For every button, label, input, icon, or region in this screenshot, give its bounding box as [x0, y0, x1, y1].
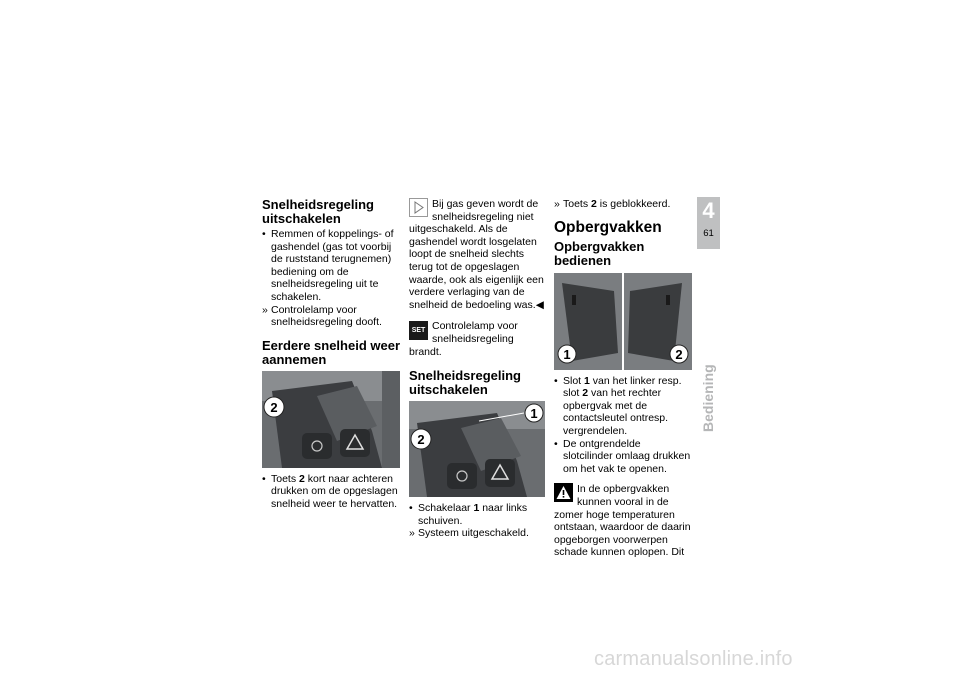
heading-weer-aannemen: Eerdere snelheid weer aannemen	[262, 337, 401, 367]
bullet-icon: •	[262, 472, 266, 485]
chapter-number: 4	[702, 198, 715, 223]
bullet-icon: •	[409, 502, 413, 515]
heading-uitschakelen: Snelheidsregeling uitschakelen	[262, 197, 374, 226]
warning-note: In de opbergvakken kunnen vooral in de zomer hoge temperaturen ontstaan, waardoor de daarin opgeborgen voorwerpen schade kunnen oplopen. Dit	[554, 483, 691, 559]
list-item: » Toets 2 is geblokkeerd.	[554, 198, 671, 210]
callout-2: 2	[270, 399, 278, 415]
bullet-icon: •	[262, 228, 266, 240]
warning-icon	[554, 483, 573, 502]
list-item: • Remmen of koppelings- of gashendel (gas tot voorbij de ruststand terugnemen) bediening om de snelheidsregeling uit te schakelen.	[262, 228, 394, 303]
heading-uitschakelen-2: Snelheidsregeling uitschakelen	[409, 368, 521, 398]
bullet-icon: •	[554, 374, 558, 387]
column-2	[409, 198, 545, 540]
handlebar-switch-photo-2	[409, 401, 545, 497]
list-item: • Slot 1 van het linker resp. slot 2 van het rechter opbergvak met de contactsleutel ontresp. vergrendelen.	[554, 374, 682, 437]
list-item: • De ontgrendelde slotcilinder omlaag drukken om het vak te openen.	[554, 437, 691, 475]
heading-opbergvakken-bedienen: Opbergvakken bedienen	[554, 238, 645, 268]
list-item: » Systeem uitgeschakeld.	[409, 527, 529, 540]
page-number: 61	[703, 228, 714, 239]
callout-1: 1	[530, 406, 538, 422]
section-title: Bediening	[700, 364, 716, 432]
handlebar-switch-photo	[262, 371, 400, 468]
column-3	[554, 198, 692, 559]
end-marker-icon: ◀	[535, 298, 544, 311]
callout-1: 1	[563, 346, 571, 362]
result-arrow-icon: »	[409, 527, 415, 540]
tip-note: Bij gas geven wordt de snelheidsregeling niet uitgeschakeld. Als de gashendel wordt losgelaten loopt de snelheid slechts terug tot de opgeslagen waarde, ook als eigenlijk een verdere verlaging van de snelheid de bedoeling was.◀	[409, 198, 544, 311]
heading-opbergvakken: Opbergvakken	[554, 218, 662, 236]
set-icon: SET	[409, 321, 428, 340]
callout-2: 2	[417, 432, 425, 448]
watermark: carmanualsonline.info	[594, 648, 793, 670]
list-item: » Controlelamp voor snelheidsregeling dooft.	[262, 303, 382, 329]
callout-2: 2	[675, 346, 683, 362]
list-item: • Schakelaar 1 naar links schuiven.	[409, 502, 528, 527]
chapter-tab	[697, 197, 720, 249]
result-arrow-icon: »	[262, 303, 268, 316]
column-1	[262, 198, 400, 511]
play-tip-icon	[409, 198, 428, 217]
result-arrow-icon: »	[554, 198, 560, 210]
list-item: • Toets 2 kort naar achteren drukken om de opgeslagen snelheid weer te hervatten.	[262, 472, 398, 510]
set-note: SET Controlelamp voor snelheidsregeling brandt.	[409, 320, 518, 358]
bullet-icon: •	[554, 437, 558, 450]
storage-compartments-photo	[554, 273, 692, 370]
